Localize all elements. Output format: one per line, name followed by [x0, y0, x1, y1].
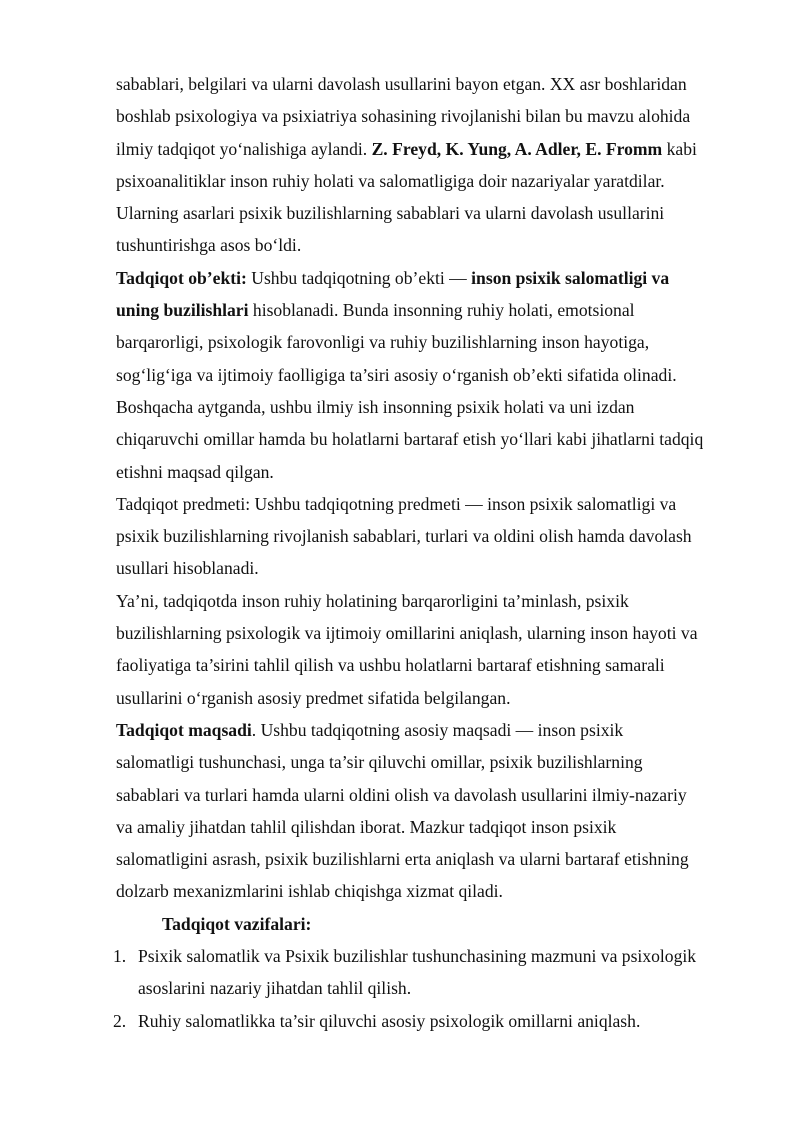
text-line: etishni maqsad qilgan. — [116, 461, 274, 482]
text-line: Ularning asarlari psixik buzilishlarning sabablari va ularni davolash usullarini — [116, 203, 665, 224]
emphasis-text: inson psixik salomatligi va — [471, 267, 670, 288]
text-line: buzilishlarning psixologik va ijtimoiy omillarini aniqlash, ularning inson hayoti va — [116, 623, 698, 644]
list-item — [113, 1005, 746, 1037]
tasks-list — [113, 940, 746, 1037]
text-line: Ruhiy salomatlikka ta’sir qiluvchi asosiy psixologik omillarni aniqlash. — [138, 1010, 641, 1031]
research-object-paragraph — [116, 262, 746, 488]
text-line: Psixik salomatlik va Psixik buzilishlar tushunchasining mazmuni va psixologik — [138, 946, 697, 967]
text-line: Boshqacha aytganda, ushbu ilmiy ish insonning psixik holati va uni izdan — [116, 396, 635, 417]
text-line: chiqaruvchi omillar hamda bu holatlarni bartaraf etish yo‘llari kabi jihatlarni tadqiq — [116, 429, 704, 450]
text-line — [116, 262, 746, 294]
list-number: 1. — [113, 946, 127, 967]
emphasis-text: uning buzilishlari — [116, 300, 249, 321]
text-line: salomatligini asrash, psixik buzilishlarni erta aniqlash va ularni bartaraf etishning — [116, 849, 689, 870]
intro-paragraph — [116, 68, 746, 262]
text-line — [116, 133, 746, 165]
text-line: tushuntirishga asos bo‘ldi. — [116, 235, 302, 256]
list-number: 2. — [113, 1010, 127, 1031]
text-line: va amaliy jihatdan tahlil qilishdan iborat. Mazkur tadqiqot inson psixik — [116, 816, 617, 837]
section-label: Tadqiqot maqsadi — [116, 719, 252, 740]
text-line: psixik buzilishlarning rivojlanish sabablari, turlari va oldini olish hamda davolash — [116, 526, 692, 547]
section-label: Tadqiqot ob’ekti: — [116, 267, 247, 288]
text-line: usullari hisoblanadi. — [116, 558, 259, 579]
text-run: hisoblanadi. Bunda insonning ruhiy holati, emotsional — [248, 300, 635, 321]
author-names: Z. Freyd, K. Yung, A. Adler, E. Fromm — [371, 138, 663, 159]
text-line — [116, 294, 746, 326]
text-line: barqarorligi, psixologik farovonligi va ruhiy buzilishlarning inson hayotiga, — [116, 332, 650, 353]
text-line: asoslarini nazariy jihatdan tahlil qilish. — [138, 978, 412, 999]
text-line: Tadqiqot predmeti: Ushbu tadqiqotning predmeti — inson psixik salomatligi va — [116, 493, 677, 514]
text-line: sabablari va turlari hamda ularni oldini olish va davolash usullarini ilmiy-nazariy — [116, 784, 687, 805]
text-line: Ya’ni, tadqiqotda inson ruhiy holatining barqarorligini ta’minlash, psixik — [116, 590, 629, 611]
research-tasks-section — [113, 908, 746, 1037]
text-run: Ushbu tadqiqotning ob’ekti — — [246, 267, 472, 288]
text-run: kabi — [662, 138, 697, 159]
text-line: salomatligi tushunchasi, unga ta’sir qiluvchi omillar, psixik buzilishlarning — [116, 752, 643, 773]
research-subject-paragraph — [116, 488, 746, 714]
text-line: sabablari, belgilari va ularni davolash usullarini bayon etgan. XX asr boshlaridan — [116, 74, 687, 94]
page-body — [113, 68, 746, 1037]
text-run: ilmiy tadqiqot yo‘nalishiga aylandi. — [116, 138, 372, 159]
text-line: usullarini o‘rganish asosiy predmet sifatida belgilangan. — [116, 687, 511, 708]
research-goal-paragraph — [116, 714, 746, 908]
text-line — [116, 714, 746, 746]
text-line: dolzarb mexanizmlarini ishlab chiqishga xizmat qiladi. — [116, 881, 503, 902]
text-line: boshlab psixologiya va psixiatriya sohasining rivojlanishi bilan bu mavzu alohida — [116, 106, 691, 127]
text-run: . Ushbu tadqiqotning asosiy maqsadi — inson psixik — [251, 719, 624, 740]
text-line: sog‘lig‘iga va ijtimoiy faolligiga ta’siri asosiy o‘rganish ob’ekti sifatida olinadi. — [116, 364, 677, 385]
text-line: faoliyatiga ta’sirini tahlil qilish va ushbu holatlarni bartaraf etishning samarali — [116, 655, 665, 676]
tasks-heading: Tadqiqot vazifalari: — [162, 913, 312, 934]
text-line: psixoanalitiklar inson ruhiy holati va salomatligiga doir nazariyalar yaratdilar. — [116, 170, 665, 191]
list-item — [113, 940, 746, 1005]
